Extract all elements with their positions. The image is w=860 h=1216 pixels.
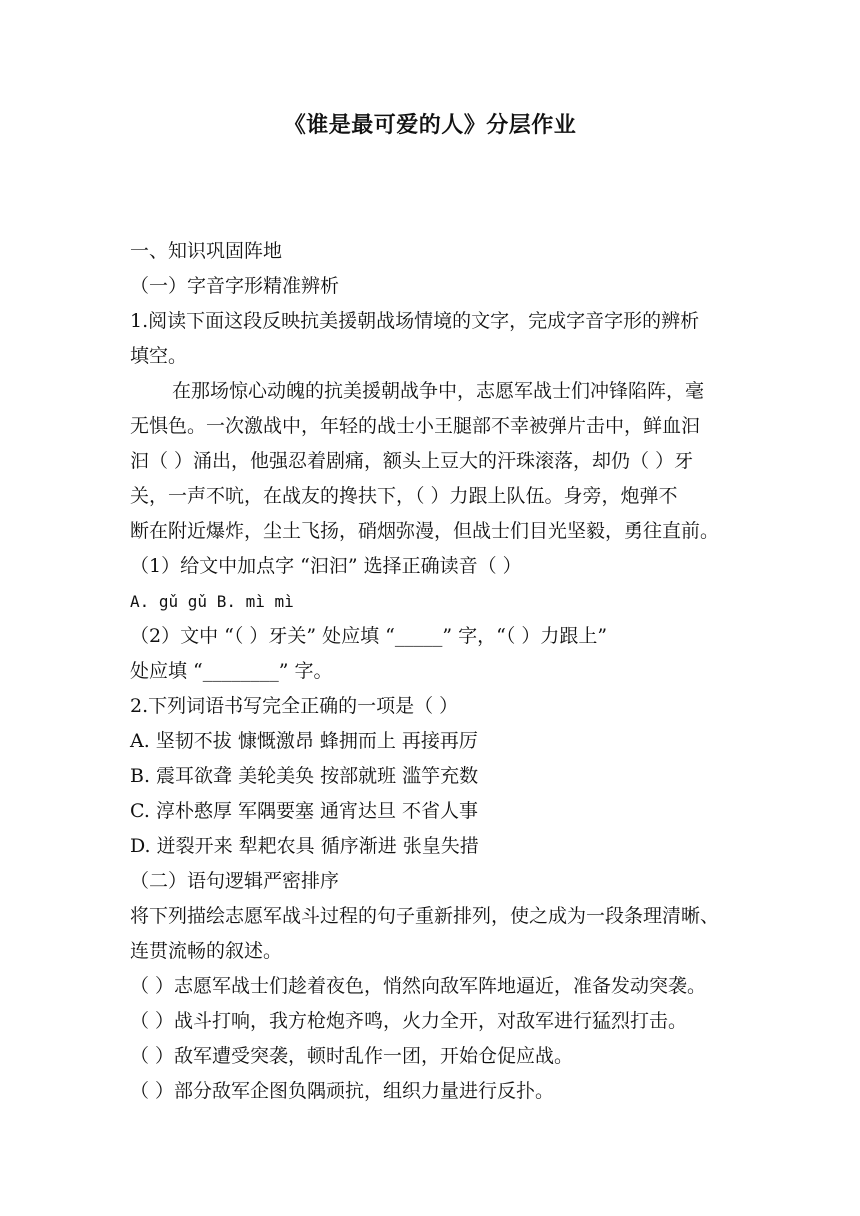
- q1-subquestion-2-line-1: （2）文中 “（ ）牙关” 处应填 “_____” 字，“（ ）力跟上”: [130, 625, 608, 647]
- q1-subquestion-2-line-2: 处应填 “________” 字。: [130, 660, 333, 682]
- q3-item-2: （ ）战斗打响，我方枪炮齐鸣，火力全开，对敌军进行猛烈打击。: [130, 1010, 688, 1032]
- q1-stem-line-1: 1.阅读下面这段反映抗美援朝战场情境的文字，完成字音字形的辨析: [130, 310, 700, 332]
- q2-option-a: A. 坚韧不拔 慷慨激昂 蜂拥而上 再接再厉: [130, 730, 478, 752]
- q1-subquestion-1-options: A. gǔ gǔ B. mì mì: [130, 592, 294, 611]
- q3-item-4: （ ）部分敌军企图负隅顽抗，组织力量进行反扑。: [130, 1080, 555, 1102]
- subsection-heading-2: （二）语句逻辑严密排序: [130, 870, 340, 892]
- passage-line-3: 汩（ ）涌出，他强忍着剧痛，额头上豆大的汗珠滚落，却仍（ ）牙: [130, 450, 694, 472]
- passage-line-1: 在那场惊心动魄的抗美援朝战争中，志愿军战士们冲锋陷阵，毫: [172, 380, 705, 402]
- document-body: [130, 234, 740, 1109]
- q2-option-b: B. 震耳欲聋 美轮美奂 按部就班 滥竽充数: [130, 765, 479, 787]
- q1-stem-line-2: 填空。: [130, 345, 188, 367]
- q3-item-1: （ ）志愿军战士们趁着夜色，悄然向敌军阵地逼近，准备发动突袭。: [130, 975, 707, 997]
- passage-line-5: 断在附近爆炸，尘土飞扬，硝烟弥漫，但战士们目光坚毅，勇往直前。: [130, 520, 720, 542]
- q2-option-d: D. 迸裂开来 犁耙农具 循序渐进 张皇失措: [130, 835, 479, 857]
- q3-stem-line-2: 连贯流畅的叙述。: [130, 940, 283, 962]
- q1-subquestion-1: （1）给文中加点字 “汩汩” 选择正确读音（ ）: [130, 555, 522, 577]
- q2-stem: 2.下列词语书写完全正确的一项是（ ）: [130, 695, 459, 717]
- document-title: 《谁是最可爱的人》分层作业: [283, 113, 577, 138]
- subsection-heading-1: （一）字音字形精准辨析: [130, 275, 340, 297]
- q3-item-3: （ ）敌军遭受突袭，顿时乱作一团，开始仓促应战。: [130, 1045, 574, 1067]
- passage-line-4: 关，一声不吭，在战友的搀扶下，（ ）力跟上队伍。身旁，炮弹不: [130, 485, 678, 507]
- q3-stem-line-1: 将下列描绘志愿军战斗过程的句子重新排列，使之成为一段条理清晰、: [130, 905, 720, 927]
- section-heading: 一、知识巩固阵地: [130, 240, 283, 262]
- passage-line-2: 无惧色。一次激战中，年轻的战士小王腿部不幸被弹片击中，鲜血汩: [130, 415, 701, 437]
- q2-option-c: C. 淳朴憨厚 军隅要塞 通宵达旦 不省人事: [130, 800, 479, 822]
